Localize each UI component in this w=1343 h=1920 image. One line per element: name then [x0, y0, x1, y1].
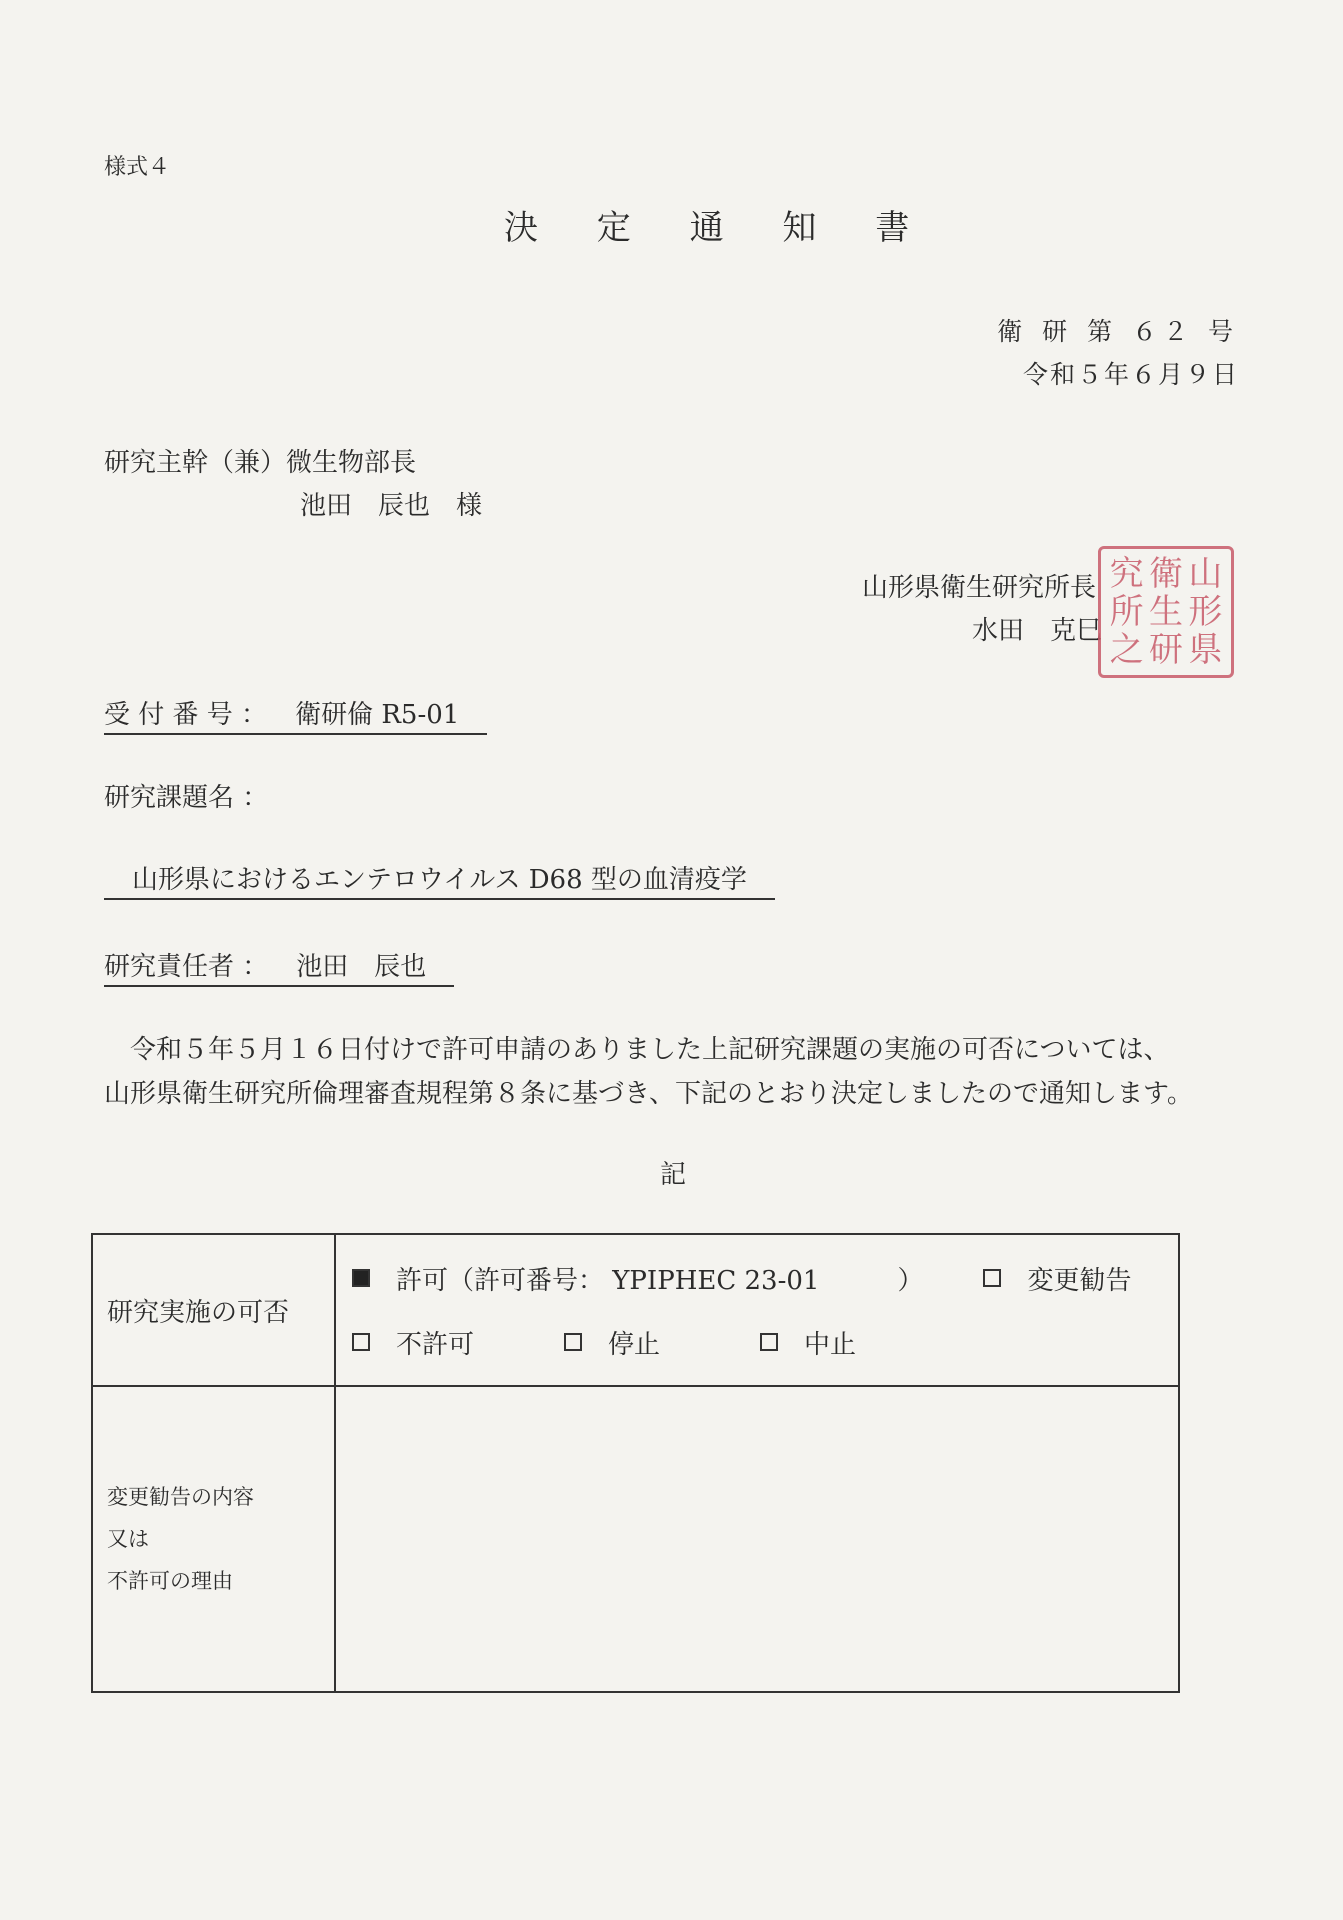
approval-label-cell [92, 1234, 335, 1386]
seal-char: 山 [1188, 554, 1223, 594]
option-line [352, 1246, 1177, 1310]
discontinued-checkbox[interactable] [760, 1333, 778, 1351]
seal-char: 所 [1109, 592, 1144, 632]
notification-body: 令和５年５月１６日付けで許可申請のありました上記研究課題の実施の可否については、 山形県衛生研究所倫理審査規程第８条に基づき、下記のとおり決定しましたので通知します。 [104, 1035, 1193, 1109]
addressee-title: 研究主幹（兼）微生物部長 [104, 448, 417, 478]
approval-label: 研究実施の可否 [107, 1297, 290, 1328]
document-title: 決 定 通 知 書 [504, 208, 934, 248]
reason-label-line: 変更勧告の内容 [107, 1485, 254, 1509]
seal-char: 之 [1109, 630, 1144, 670]
principal-investigator-value: 池田 辰也 [296, 952, 427, 982]
not-approved-label: 不許可 [396, 1329, 475, 1360]
seal-characters [1107, 555, 1225, 669]
issuer-organization: 山形県衛生研究所長 [862, 573, 1097, 603]
seal-char: 究 [1109, 554, 1144, 594]
reason-label-cell [92, 1386, 335, 1692]
option-line [352, 1310, 1177, 1374]
seal-char: 形 [1188, 592, 1223, 632]
reason-content-cell[interactable] [335, 1386, 1179, 1692]
reception-number-field [104, 694, 487, 735]
ki-heading: 記 [660, 1160, 687, 1190]
principal-investigator-field [104, 946, 454, 987]
addressee-name: 池田 辰也 様 [300, 491, 483, 521]
approved-checkbox[interactable] [352, 1269, 370, 1287]
suspended-checkbox[interactable] [564, 1333, 582, 1351]
seal-char: 衛 [1149, 554, 1183, 594]
official-seal [1098, 546, 1234, 678]
approved-label: 許可（許可番号： YPIPHEC 23-01 ） [396, 1265, 924, 1296]
reason-label-line: 又は [107, 1527, 149, 1551]
seal-char: 生 [1149, 592, 1183, 632]
seal-char: 県 [1188, 630, 1223, 670]
change-advice-checkbox[interactable] [983, 1269, 1001, 1287]
table-row [92, 1386, 1179, 1692]
not-approved-checkbox[interactable] [352, 1333, 370, 1351]
discontinued-label: 中止 [804, 1329, 857, 1360]
research-topic-value: 山形県におけるエンテロウイルス D68 型の血清疫学 [104, 859, 775, 900]
table-row [92, 1234, 1179, 1386]
form-number: 様式４ [104, 155, 171, 180]
suspended-label: 停止 [608, 1329, 661, 1360]
reference-number: 衛 研 第 ６２ 号 [997, 317, 1239, 346]
principal-investigator-label: 研究責任者 ： [104, 952, 269, 982]
issuer-name: 水田 克巳 [972, 616, 1103, 646]
research-topic-label: 研究課題名 ： [104, 783, 269, 813]
change-advice-label: 変更勧告 [1027, 1265, 1132, 1296]
approval-options-cell [335, 1234, 1179, 1386]
issue-date: 令和５年６月９日 [1022, 360, 1239, 389]
reception-number-label: 受 付 番 号 ： [104, 700, 268, 730]
seal-char: 研 [1149, 630, 1183, 670]
reason-label-line: 不許可の理由 [107, 1569, 233, 1593]
decision-table [91, 1233, 1180, 1693]
reception-number-value: 衛研倫 R5-01 [295, 700, 460, 730]
